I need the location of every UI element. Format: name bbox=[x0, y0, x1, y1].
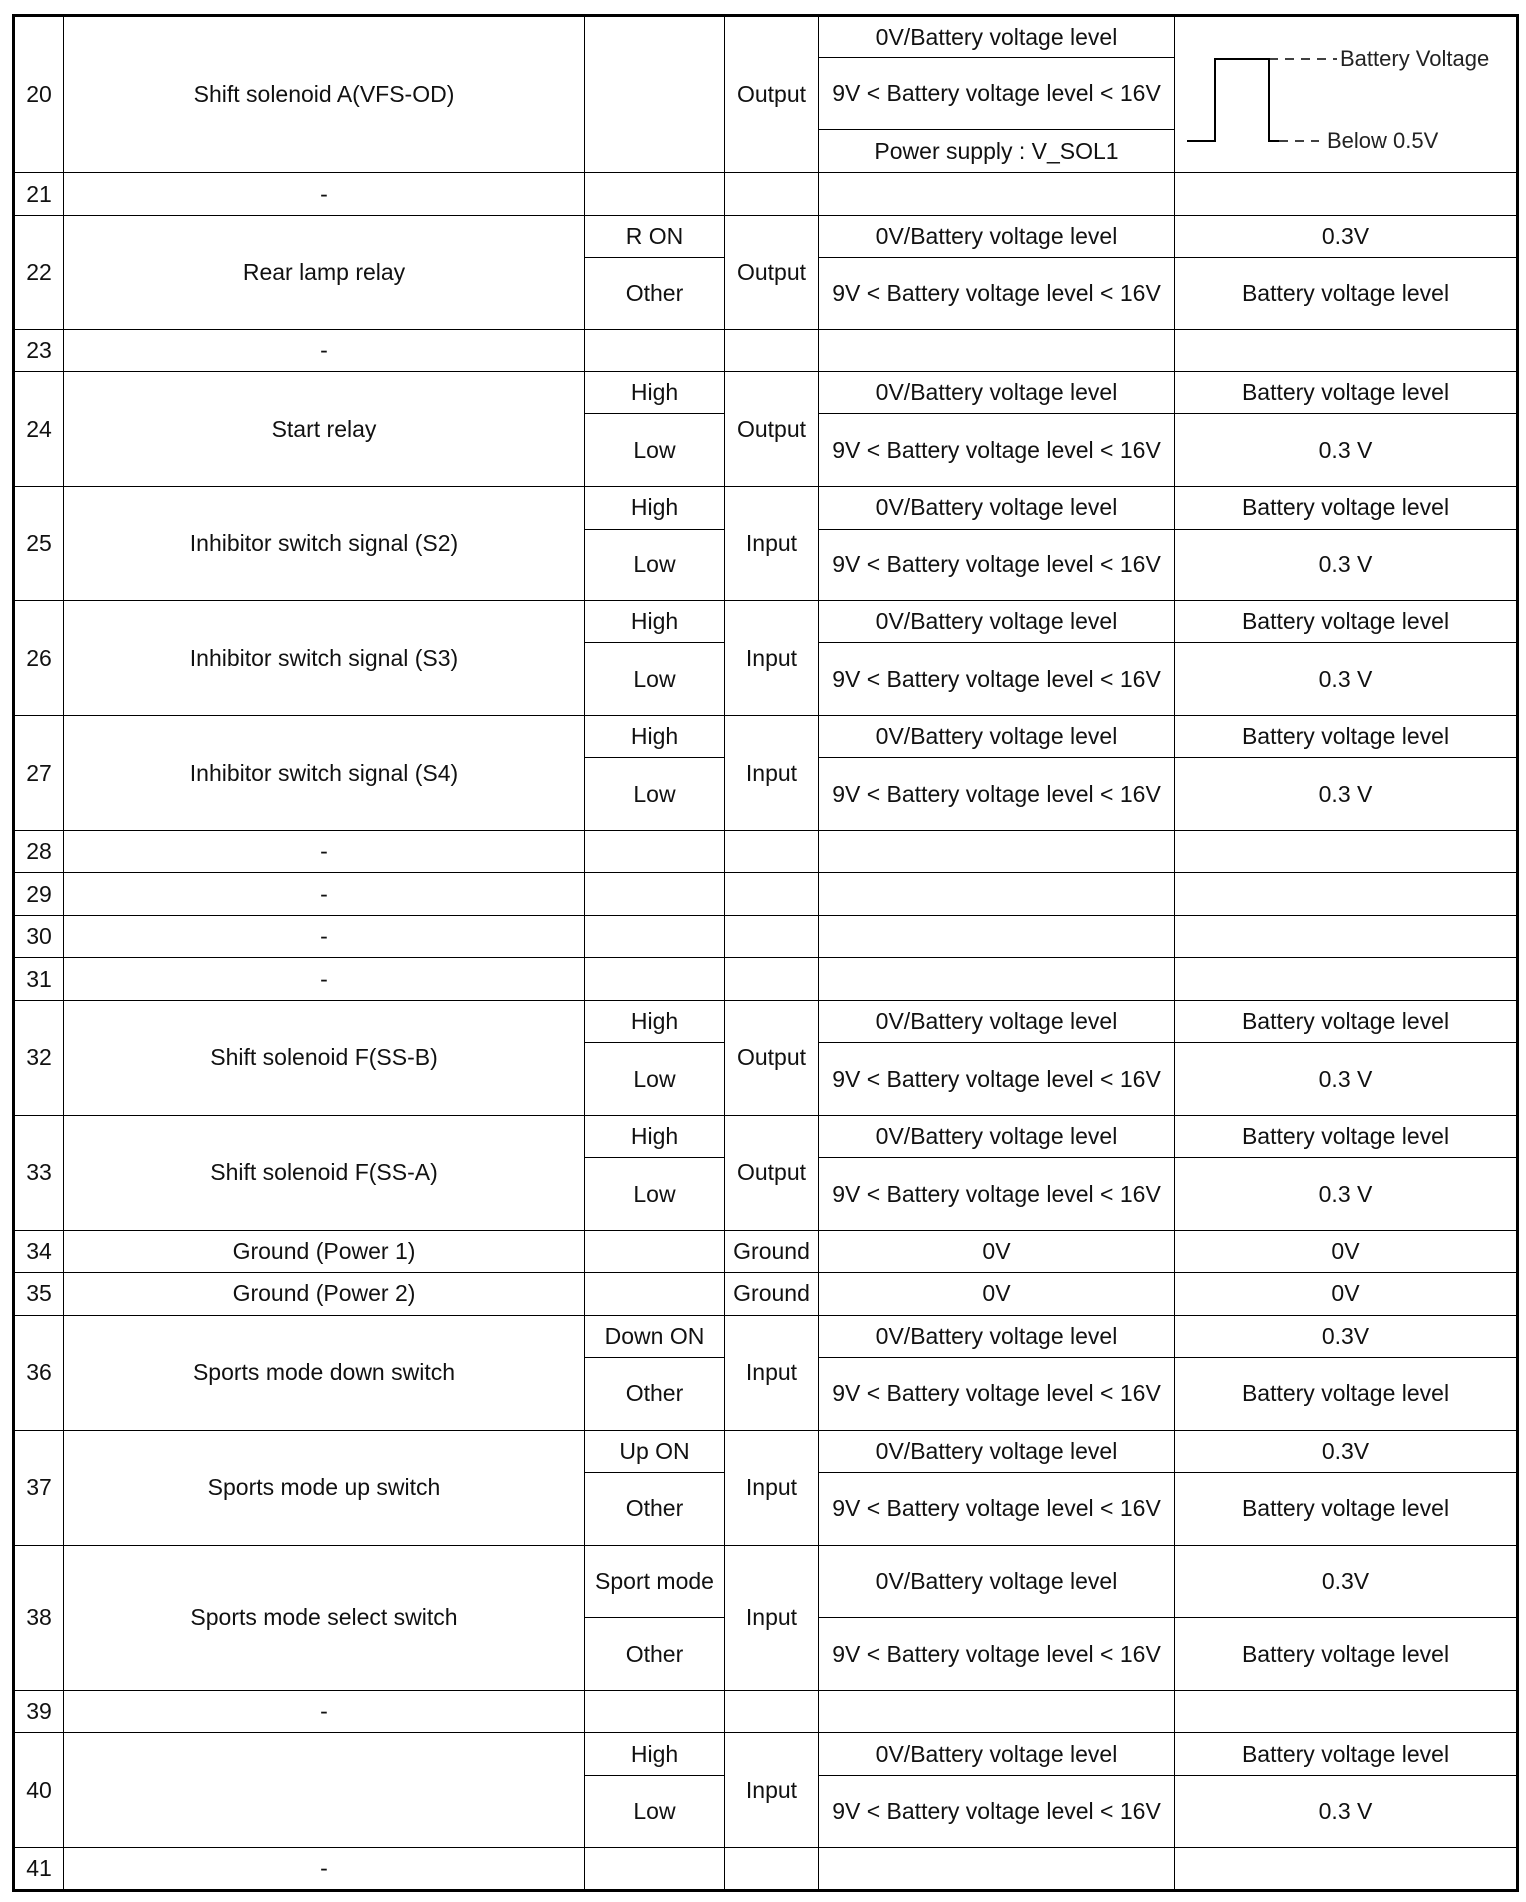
pin-description: Shift solenoid F(SS-A) bbox=[64, 1115, 585, 1230]
pin-number: 28 bbox=[14, 831, 64, 873]
table-row bbox=[14, 1733, 1518, 1775]
table-row bbox=[14, 873, 1518, 915]
pin-description: Inhibitor switch signal (S2) bbox=[64, 487, 585, 601]
table-row bbox=[14, 1115, 1518, 1157]
spec-value: 0.3 V bbox=[1175, 1043, 1518, 1116]
spec-value bbox=[1175, 1691, 1518, 1733]
test-condition: 0V/Battery voltage level bbox=[819, 1545, 1175, 1618]
condition-cell: Other bbox=[585, 1618, 725, 1691]
io-type bbox=[725, 958, 819, 1000]
condition-cell: High bbox=[585, 1115, 725, 1157]
condition-cell: Low bbox=[585, 414, 725, 487]
signal-waveform bbox=[1179, 31, 1518, 159]
test-condition: 9V < Battery voltage level < 16V bbox=[819, 258, 1175, 329]
io-type: Input bbox=[725, 1430, 819, 1545]
spec-value: Battery voltage level bbox=[1175, 1618, 1518, 1691]
pin-number: 20 bbox=[14, 16, 64, 173]
waveform-cell bbox=[1175, 16, 1518, 173]
condition-cell: Low bbox=[585, 1775, 725, 1848]
io-type bbox=[725, 915, 819, 957]
spec-value: 0.3 V bbox=[1175, 758, 1518, 831]
test-condition: 0V/Battery voltage level bbox=[819, 1000, 1175, 1042]
spec-value: 0.3 V bbox=[1175, 643, 1518, 716]
condition-cell: Sport mode bbox=[585, 1545, 725, 1618]
io-type: Output bbox=[725, 16, 819, 173]
spec-value: Battery voltage level bbox=[1175, 1000, 1518, 1042]
condition-cell bbox=[585, 1848, 725, 1891]
condition-cell: High bbox=[585, 716, 725, 758]
table-row bbox=[14, 716, 1518, 758]
pin-description: Sports mode select switch bbox=[64, 1545, 585, 1690]
test-condition: 9V < Battery voltage level < 16V bbox=[819, 758, 1175, 831]
test-condition: 0V/Battery voltage level bbox=[819, 16, 1175, 58]
io-type: Output bbox=[725, 372, 819, 487]
pin-number: 34 bbox=[14, 1230, 64, 1272]
condition-cell: Other bbox=[585, 1357, 725, 1430]
pin-number: 25 bbox=[14, 487, 64, 601]
io-type bbox=[725, 173, 819, 215]
pin-description: - bbox=[64, 958, 585, 1000]
condition-cell bbox=[585, 1691, 725, 1733]
spec-value bbox=[1175, 173, 1518, 215]
spec-value: Battery voltage level bbox=[1175, 1115, 1518, 1157]
condition-cell bbox=[585, 1230, 725, 1272]
condition-cell: High bbox=[585, 1000, 725, 1042]
test-condition: 0V/Battery voltage level bbox=[819, 215, 1175, 257]
condition-cell: High bbox=[585, 372, 725, 414]
pin-description: Shift solenoid A(VFS-OD) bbox=[64, 16, 585, 173]
pin-description: Rear lamp relay bbox=[64, 215, 585, 329]
condition-cell bbox=[585, 1273, 725, 1315]
table-row bbox=[14, 1230, 1518, 1272]
test-condition: 9V < Battery voltage level < 16V bbox=[819, 57, 1175, 130]
pin-number: 41 bbox=[14, 1848, 64, 1891]
condition-cell: Other bbox=[585, 1473, 725, 1546]
pin-number: 22 bbox=[14, 215, 64, 329]
pin-description: - bbox=[64, 915, 585, 957]
pin-number: 33 bbox=[14, 1115, 64, 1230]
condition-cell: Up ON bbox=[585, 1430, 725, 1472]
test-condition: 0V/Battery voltage level bbox=[819, 1430, 1175, 1472]
io-type: Input bbox=[725, 1545, 819, 1690]
condition-cell: Down ON bbox=[585, 1315, 725, 1357]
spec-value bbox=[1175, 831, 1518, 873]
waveform-high-label: Battery Voltage bbox=[1340, 45, 1490, 71]
pin-number: 40 bbox=[14, 1733, 64, 1848]
spec-value: Battery voltage level bbox=[1175, 487, 1518, 529]
table-row bbox=[14, 372, 1518, 414]
pin-description: Shift solenoid F(SS-B) bbox=[64, 1000, 585, 1115]
io-type bbox=[725, 1691, 819, 1733]
spec-value: 0.3 V bbox=[1175, 1775, 1518, 1848]
test-condition: 0V/Battery voltage level bbox=[819, 1733, 1175, 1775]
pin-number: 35 bbox=[14, 1273, 64, 1315]
io-type: Output bbox=[725, 1115, 819, 1230]
spec-value bbox=[1175, 1848, 1518, 1891]
spec-value bbox=[1175, 958, 1518, 1000]
test-condition: 9V < Battery voltage level < 16V bbox=[819, 643, 1175, 716]
table-row bbox=[14, 915, 1518, 957]
pin-number: 32 bbox=[14, 1000, 64, 1115]
pin-number: 36 bbox=[14, 1315, 64, 1430]
test-condition: 0V/Battery voltage level bbox=[819, 1315, 1175, 1357]
pin-spec-table bbox=[12, 14, 1519, 1892]
spec-value bbox=[1175, 329, 1518, 371]
pin-description: - bbox=[64, 873, 585, 915]
condition-cell: High bbox=[585, 600, 725, 642]
condition-cell bbox=[585, 873, 725, 915]
io-type: Input bbox=[725, 600, 819, 715]
test-condition: 0V/Battery voltage level bbox=[819, 1115, 1175, 1157]
pin-description bbox=[64, 1733, 585, 1848]
table-body bbox=[14, 16, 1518, 1891]
spec-value: 0.3 V bbox=[1175, 529, 1518, 600]
io-type bbox=[725, 873, 819, 915]
pin-number: 24 bbox=[14, 372, 64, 487]
test-condition bbox=[819, 873, 1175, 915]
test-condition: 0V/Battery voltage level bbox=[819, 716, 1175, 758]
test-condition: 9V < Battery voltage level < 16V bbox=[819, 1158, 1175, 1231]
table-row bbox=[14, 1000, 1518, 1042]
waveform-trace bbox=[1187, 59, 1279, 141]
spec-value: 0.3 V bbox=[1175, 414, 1518, 487]
table-row bbox=[14, 600, 1518, 642]
io-type: Output bbox=[725, 1000, 819, 1115]
test-condition bbox=[819, 915, 1175, 957]
table-row bbox=[14, 1273, 1518, 1315]
pin-description: Ground (Power 2) bbox=[64, 1273, 585, 1315]
spec-value: Battery voltage level bbox=[1175, 716, 1518, 758]
pin-description: Start relay bbox=[64, 372, 585, 487]
test-condition bbox=[819, 173, 1175, 215]
pin-description: Ground (Power 1) bbox=[64, 1230, 585, 1272]
io-type bbox=[725, 1848, 819, 1891]
condition-cell: Low bbox=[585, 643, 725, 716]
pin-description: - bbox=[64, 831, 585, 873]
test-condition: 9V < Battery voltage level < 16V bbox=[819, 1357, 1175, 1430]
pin-number: 38 bbox=[14, 1545, 64, 1690]
spec-value: 0.3V bbox=[1175, 1430, 1518, 1472]
pin-number: 31 bbox=[14, 958, 64, 1000]
spec-value: 0V bbox=[1175, 1230, 1518, 1272]
table-row bbox=[14, 1545, 1518, 1618]
spec-value: 0.3V bbox=[1175, 215, 1518, 257]
condition-cell bbox=[585, 831, 725, 873]
condition-cell bbox=[585, 329, 725, 371]
test-condition: 9V < Battery voltage level < 16V bbox=[819, 1043, 1175, 1116]
spec-value: 0V bbox=[1175, 1273, 1518, 1315]
pin-description: Sports mode down switch bbox=[64, 1315, 585, 1430]
io-type: Input bbox=[725, 487, 819, 601]
test-condition: 0V bbox=[819, 1230, 1175, 1272]
table-row bbox=[14, 173, 1518, 215]
table-row bbox=[14, 16, 1518, 58]
io-type: Ground bbox=[725, 1273, 819, 1315]
spec-value: Battery voltage level bbox=[1175, 1357, 1518, 1430]
io-type: Input bbox=[725, 716, 819, 831]
test-condition: 0V/Battery voltage level bbox=[819, 487, 1175, 529]
spec-value: Battery voltage level bbox=[1175, 600, 1518, 642]
test-condition: 0V/Battery voltage level bbox=[819, 600, 1175, 642]
pin-number: 26 bbox=[14, 600, 64, 715]
test-condition bbox=[819, 831, 1175, 873]
spec-value: 0.3V bbox=[1175, 1545, 1518, 1618]
io-type: Input bbox=[725, 1315, 819, 1430]
io-type: Input bbox=[725, 1733, 819, 1848]
pin-number: 39 bbox=[14, 1691, 64, 1733]
spec-value: 0.3 V bbox=[1175, 1158, 1518, 1231]
table-row bbox=[14, 487, 1518, 529]
table-row bbox=[14, 1430, 1518, 1472]
table-row bbox=[14, 958, 1518, 1000]
spec-value bbox=[1175, 873, 1518, 915]
spec-value: Battery voltage level bbox=[1175, 1733, 1518, 1775]
pin-number: 29 bbox=[14, 873, 64, 915]
io-type bbox=[725, 329, 819, 371]
condition-cell: High bbox=[585, 1733, 725, 1775]
test-condition: 9V < Battery voltage level < 16V bbox=[819, 529, 1175, 600]
io-type: Output bbox=[725, 215, 819, 329]
test-condition: Power supply : V_SOL1 bbox=[819, 130, 1175, 173]
io-type bbox=[725, 831, 819, 873]
condition-cell bbox=[585, 16, 725, 173]
pin-description: - bbox=[64, 329, 585, 371]
table-row bbox=[14, 1315, 1518, 1357]
document-page bbox=[12, 14, 1516, 1892]
pin-number: 21 bbox=[14, 173, 64, 215]
condition-cell: Low bbox=[585, 1043, 725, 1116]
condition-cell: R ON bbox=[585, 215, 725, 257]
table-row bbox=[14, 831, 1518, 873]
test-condition bbox=[819, 329, 1175, 371]
condition-cell bbox=[585, 958, 725, 1000]
pin-description: - bbox=[64, 1848, 585, 1891]
pin-number: 30 bbox=[14, 915, 64, 957]
condition-cell: Other bbox=[585, 258, 725, 329]
test-condition: 9V < Battery voltage level < 16V bbox=[819, 1618, 1175, 1691]
pin-description: - bbox=[64, 173, 585, 215]
pin-description: Inhibitor switch signal (S4) bbox=[64, 716, 585, 831]
condition-cell: Low bbox=[585, 529, 725, 600]
condition-cell: Low bbox=[585, 1158, 725, 1231]
test-condition bbox=[819, 1691, 1175, 1733]
pin-number: 27 bbox=[14, 716, 64, 831]
test-condition bbox=[819, 1848, 1175, 1891]
condition-cell: High bbox=[585, 487, 725, 529]
condition-cell bbox=[585, 173, 725, 215]
pin-description: Sports mode up switch bbox=[64, 1430, 585, 1545]
spec-value: Battery voltage level bbox=[1175, 1473, 1518, 1546]
io-type: Ground bbox=[725, 1230, 819, 1272]
spec-value: 0.3V bbox=[1175, 1315, 1518, 1357]
test-condition bbox=[819, 958, 1175, 1000]
test-condition: 9V < Battery voltage level < 16V bbox=[819, 414, 1175, 487]
spec-value: Battery voltage level bbox=[1175, 372, 1518, 414]
table-row bbox=[14, 215, 1518, 257]
table-row bbox=[14, 1691, 1518, 1733]
condition-cell bbox=[585, 915, 725, 957]
spec-value bbox=[1175, 915, 1518, 957]
pin-description: Inhibitor switch signal (S3) bbox=[64, 600, 585, 715]
table-row bbox=[14, 329, 1518, 371]
pin-number: 37 bbox=[14, 1430, 64, 1545]
test-condition: 0V/Battery voltage level bbox=[819, 372, 1175, 414]
pin-description: - bbox=[64, 1691, 585, 1733]
spec-value: Battery voltage level bbox=[1175, 258, 1518, 329]
test-condition: 9V < Battery voltage level < 16V bbox=[819, 1473, 1175, 1546]
test-condition: 9V < Battery voltage level < 16V bbox=[819, 1775, 1175, 1848]
condition-cell: Low bbox=[585, 758, 725, 831]
pin-number: 23 bbox=[14, 329, 64, 371]
waveform-low-label: Below 0.5V bbox=[1327, 127, 1439, 153]
test-condition: 0V bbox=[819, 1273, 1175, 1315]
table-row bbox=[14, 1848, 1518, 1891]
